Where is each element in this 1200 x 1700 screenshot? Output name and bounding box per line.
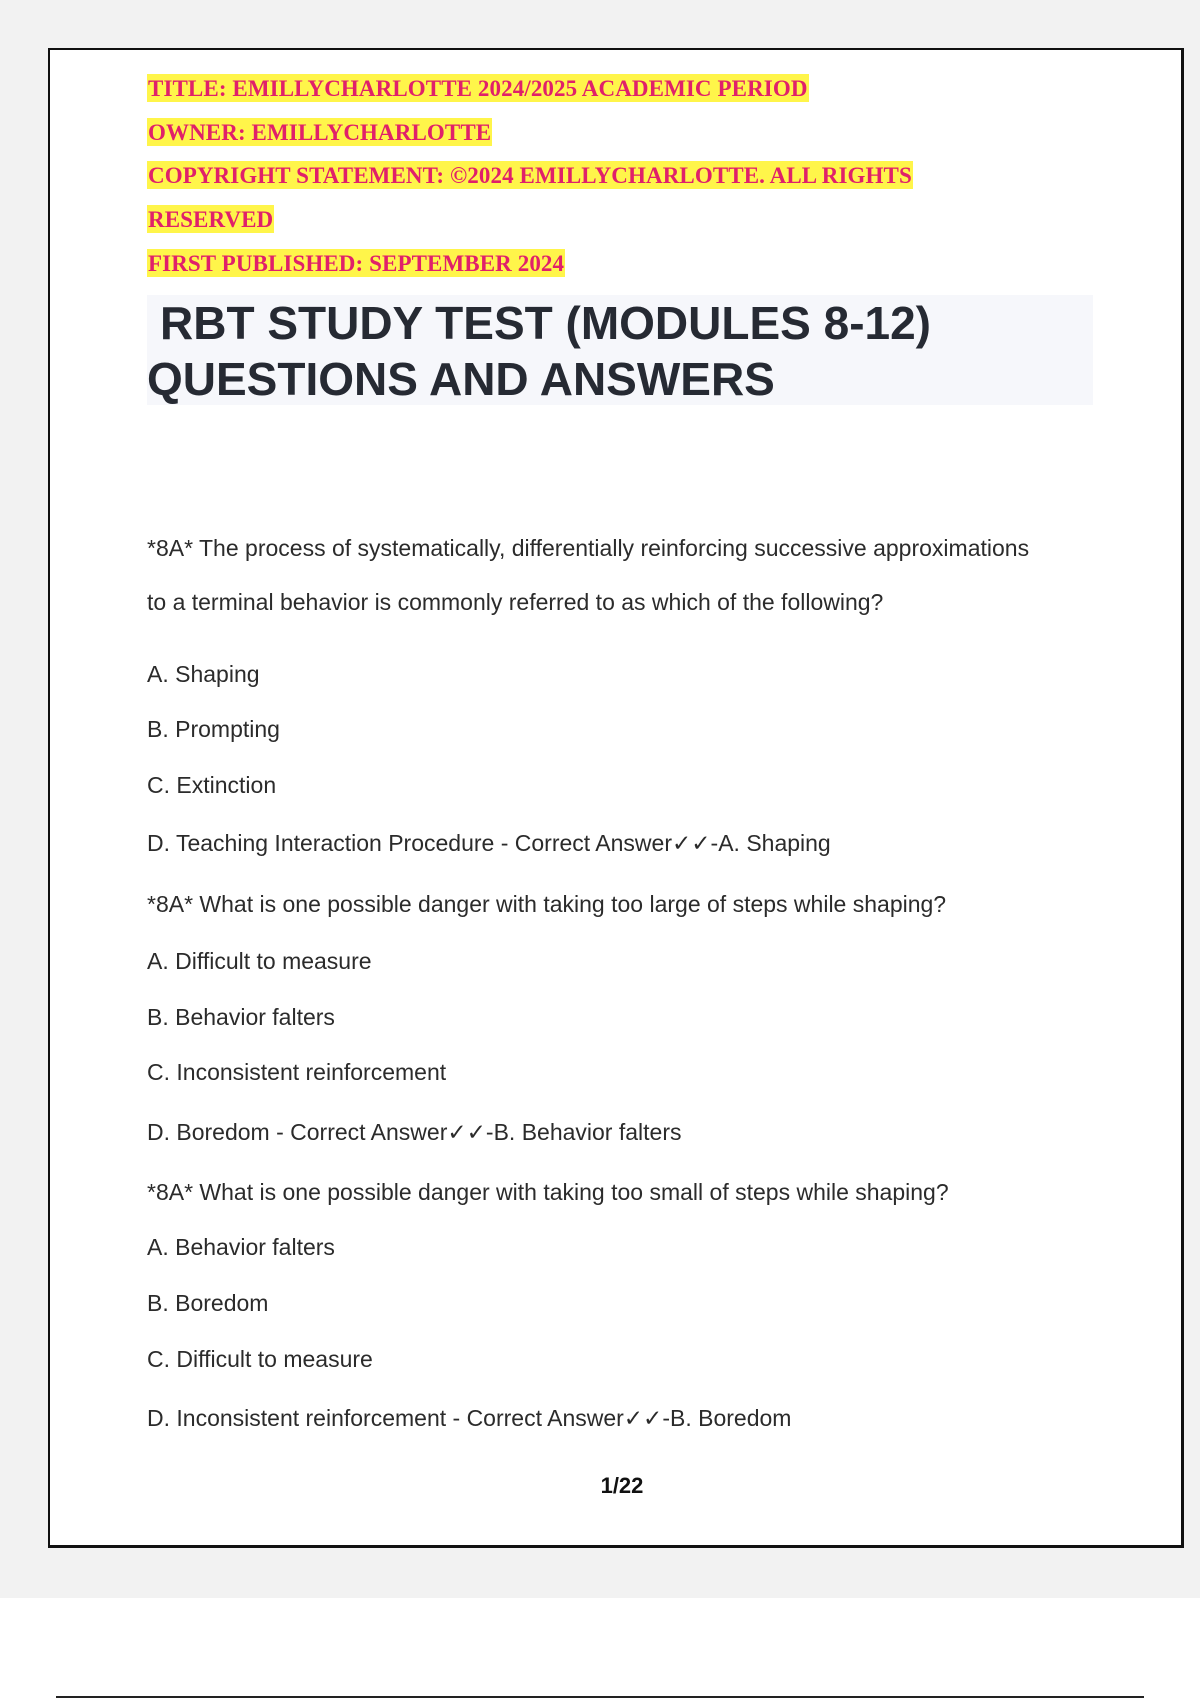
meta-copyright-text-2: RESERVED (148, 207, 274, 232)
document-title-line-2: QUESTIONS AND ANSWERS (147, 353, 775, 405)
next-page-area (0, 1598, 1200, 1700)
meta-title-line (147, 76, 809, 102)
question-1-line-1: *8A* The process of systematically, differentially reinforcing successive approximations (147, 535, 1030, 561)
question-2-option-c: C. Inconsistent reinforcement (147, 1059, 447, 1085)
page-number: 1/22 (600, 1473, 644, 1498)
meta-published-line (147, 251, 565, 277)
question-1-option-c: C. Extinction (147, 772, 277, 798)
document-page (48, 48, 1184, 1548)
question-2-option-b: B. Behavior falters (147, 1004, 335, 1030)
next-page-rule (56, 1696, 1144, 1698)
meta-title-text: TITLE: EMILLYCHARLOTTE 2024/2025 ACADEMIC PERIOD (148, 76, 808, 101)
question-1-line-2: to a terminal behavior is commonly referred to as which of the following? (147, 589, 884, 615)
question-3-line-1: *8A* What is one possible danger with taking too small of steps while shaping? (147, 1179, 949, 1205)
question-2-line-1: *8A* What is one possible danger with taking too large of steps while shaping? (147, 891, 947, 917)
meta-copyright-text: COPYRIGHT STATEMENT: ©2024 EMILLYCHARLOTTE. ALL RIGHTS (148, 163, 912, 188)
question-1-option-b: B. Prompting (147, 716, 280, 742)
question-1-option-d: D. Teaching Interaction Procedure - Correct Answer✓✓-A. Shaping (147, 830, 831, 856)
question-1-option-a: A. Shaping (147, 661, 260, 687)
question-3-option-c: C. Difficult to measure (147, 1346, 373, 1372)
question-3-option-b: B. Boredom (147, 1290, 269, 1316)
meta-published-text: FIRST PUBLISHED: SEPTEMBER 2024 (148, 251, 565, 276)
meta-owner-text: OWNER: EMILLYCHARLOTTE (148, 120, 492, 145)
question-2-option-d: D. Boredom - Correct Answer✓✓-B. Behavior falters (147, 1119, 682, 1145)
document-title (147, 295, 1093, 407)
question-2-option-a: A. Difficult to measure (147, 948, 372, 974)
meta-owner-line (147, 120, 492, 146)
meta-copyright-line (147, 163, 913, 189)
meta-copyright-line-2 (147, 207, 274, 233)
question-3-option-a: A. Behavior falters (147, 1234, 335, 1260)
question-3-option-d: D. Inconsistent reinforcement - Correct Answer✓✓-B. Boredom (147, 1405, 792, 1431)
document-title-line-1: RBT STUDY TEST (MODULES 8-12) (160, 297, 931, 349)
